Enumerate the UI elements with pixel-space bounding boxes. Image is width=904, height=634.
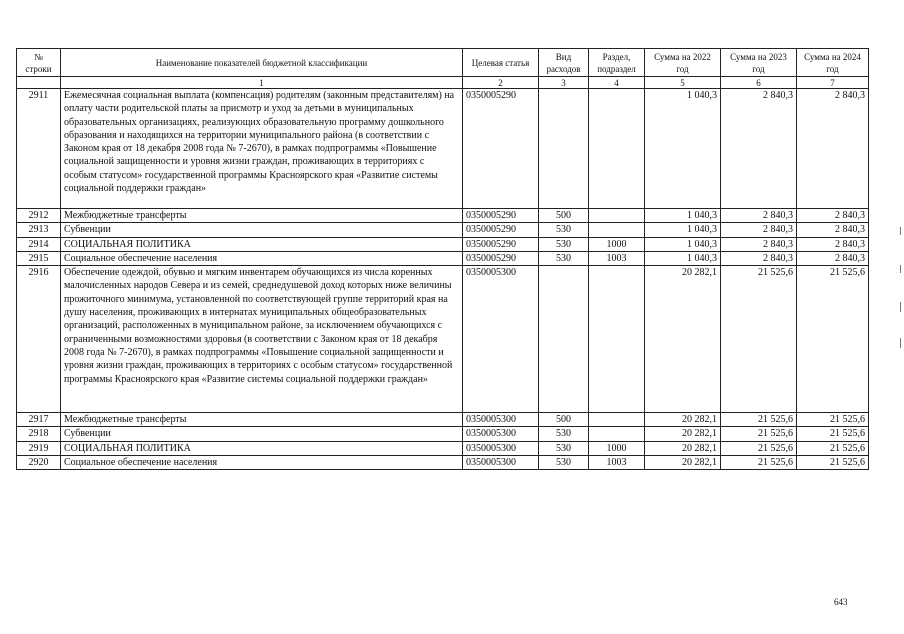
header-row-number: № строки	[17, 49, 61, 77]
header-sum-2024: Сумма на 2024 год	[797, 49, 869, 77]
row-target: 0350005300	[463, 413, 539, 427]
table-row	[17, 441, 869, 455]
row-kind: 530	[539, 223, 589, 237]
row-name: СОЦИАЛЬНАЯ ПОЛИТИКА	[61, 441, 463, 455]
column-number: 5	[645, 77, 721, 89]
row-section	[589, 223, 645, 237]
row-number: 2912	[17, 209, 61, 223]
scan-mark	[900, 265, 901, 273]
column-number: 1	[61, 77, 463, 89]
row-sum-2022: 20 282,1	[645, 441, 721, 455]
row-number: 2913	[17, 223, 61, 237]
row-target: 0350005290	[463, 223, 539, 237]
budget-table	[16, 48, 869, 470]
row-sum-2023: 2 840,3	[721, 223, 797, 237]
row-sum-2022: 20 282,1	[645, 413, 721, 427]
column-number: 3	[539, 77, 589, 89]
row-target: 0350005290	[463, 251, 539, 265]
row-section	[589, 89, 645, 209]
row-number: 2916	[17, 266, 61, 413]
column-number: 2	[463, 77, 539, 89]
row-kind: 530	[539, 427, 589, 441]
row-sum-2024: 21 525,6	[797, 427, 869, 441]
header-kind: Вид расходов	[539, 49, 589, 77]
row-section: 1000	[589, 441, 645, 455]
row-target: 0350005300	[463, 441, 539, 455]
column-number: 7	[797, 77, 869, 89]
header-section: Раздел, подраздел	[589, 49, 645, 77]
row-sum-2023: 2 840,3	[721, 89, 797, 209]
row-number: 2914	[17, 237, 61, 251]
row-name: Субвенции	[61, 427, 463, 441]
row-kind: 530	[539, 237, 589, 251]
row-sum-2022: 1 040,3	[645, 223, 721, 237]
row-sum-2023: 21 525,6	[721, 413, 797, 427]
row-section	[589, 413, 645, 427]
row-name: Социальное обеспечение населения	[61, 456, 463, 470]
header-sum-2023: Сумма на 2023 год	[721, 49, 797, 77]
table-row	[17, 209, 869, 223]
scan-mark	[900, 302, 901, 312]
header-name: Наименование показателей бюджетной классификации	[61, 49, 463, 77]
row-sum-2024: 2 840,3	[797, 251, 869, 265]
row-kind: 530	[539, 251, 589, 265]
column-number: 6	[721, 77, 797, 89]
row-target: 0350005290	[463, 89, 539, 209]
row-sum-2024: 2 840,3	[797, 223, 869, 237]
row-sum-2022: 1 040,3	[645, 209, 721, 223]
row-number: 2915	[17, 251, 61, 265]
row-kind: 530	[539, 441, 589, 455]
row-sum-2024: 21 525,6	[797, 413, 869, 427]
row-name: Субвенции	[61, 223, 463, 237]
row-section	[589, 266, 645, 413]
row-name: Ежемесячная социальная выплата (компенсация) родителям (законным представителям) на оплату части родительской платы за присмотр и уход за детьми в муниципальных образовательных организациях, реализующих образовательную программу дошкольного образования и находящихся на территории муниципального района (в соответствии с Законом края от 18 декабря 2008 года № 7-2670), в рамках подпрограммы «Повышение социальной защищенности и уровня жизни граждан, проживающих в территориях с особым статусом» государственной программы Красноярского края «Развитие системы социальной поддержки граждан»	[61, 89, 463, 209]
row-sum-2024: 2 840,3	[797, 209, 869, 223]
row-section: 1003	[589, 251, 645, 265]
scan-mark	[900, 338, 901, 348]
header-row	[17, 49, 869, 77]
row-name: СОЦИАЛЬНАЯ ПОЛИТИКА	[61, 237, 463, 251]
table-row	[17, 456, 869, 470]
row-sum-2022: 1 040,3	[645, 89, 721, 209]
row-sum-2024: 21 525,6	[797, 456, 869, 470]
row-section	[589, 427, 645, 441]
header-target: Целевая статья	[463, 49, 539, 77]
row-sum-2022: 20 282,1	[645, 456, 721, 470]
table-row	[17, 89, 869, 209]
row-sum-2023: 21 525,6	[721, 266, 797, 413]
row-target: 0350005300	[463, 266, 539, 413]
scan-mark	[900, 227, 901, 235]
row-number: 2920	[17, 456, 61, 470]
row-kind: 500	[539, 209, 589, 223]
row-sum-2023: 21 525,6	[721, 427, 797, 441]
table-row	[17, 413, 869, 427]
row-target: 0350005290	[463, 209, 539, 223]
table-row	[17, 223, 869, 237]
row-name: Социальное обеспечение населения	[61, 251, 463, 265]
table-row	[17, 427, 869, 441]
row-name: Межбюджетные трансферты	[61, 413, 463, 427]
row-target: 0350005300	[463, 456, 539, 470]
row-number: 2917	[17, 413, 61, 427]
row-number: 2918	[17, 427, 61, 441]
row-target: 0350005300	[463, 427, 539, 441]
row-sum-2023: 21 525,6	[721, 441, 797, 455]
row-kind	[539, 266, 589, 413]
row-sum-2022: 1 040,3	[645, 237, 721, 251]
row-kind	[539, 89, 589, 209]
page-number: 643	[834, 597, 848, 607]
row-sum-2022: 20 282,1	[645, 266, 721, 413]
row-number: 2919	[17, 441, 61, 455]
row-name: Межбюджетные трансферты	[61, 209, 463, 223]
row-sum-2023: 2 840,3	[721, 209, 797, 223]
row-sum-2024: 21 525,6	[797, 441, 869, 455]
column-number: 4	[589, 77, 645, 89]
row-sum-2022: 1 040,3	[645, 251, 721, 265]
table-row	[17, 251, 869, 265]
row-kind: 530	[539, 456, 589, 470]
row-sum-2023: 21 525,6	[721, 456, 797, 470]
row-target: 0350005290	[463, 237, 539, 251]
row-sum-2024: 21 525,6	[797, 266, 869, 413]
row-name: Обеспечение одеждой, обувью и мягким инвентарем обучающихся из числа коренных малочисленных народов Севера и из семей, среднедушевой доход которых ниже величины прожиточного минимума, установленной по соответствующей группе территорий края на душу населения, проживающих в интернатах муниципальных общеобразовательных организаций, расположенных в муниципальном районе, за исключением обучающихся с ограниченными возможностями здоровья (в соответствии с Законом края от 18 декабря 2008 года № 7-2670), в рамках подпрограммы «Повышение социальной защищенности и уровня жизни граждан, проживающих в территориях с особым статусом» государственной программы Красноярского края «Развитие системы социальной поддержки граждан»	[61, 266, 463, 413]
table-row	[17, 237, 869, 251]
row-sum-2024: 2 840,3	[797, 237, 869, 251]
row-kind: 500	[539, 413, 589, 427]
column-number-row	[17, 77, 869, 89]
row-section: 1003	[589, 456, 645, 470]
table-row	[17, 266, 869, 413]
column-number-empty	[17, 77, 61, 89]
row-sum-2022: 20 282,1	[645, 427, 721, 441]
row-sum-2024: 2 840,3	[797, 89, 869, 209]
row-number: 2911	[17, 89, 61, 209]
header-sum-2022: Сумма на 2022 год	[645, 49, 721, 77]
row-sum-2023: 2 840,3	[721, 237, 797, 251]
row-section: 1000	[589, 237, 645, 251]
row-section	[589, 209, 645, 223]
row-sum-2023: 2 840,3	[721, 251, 797, 265]
